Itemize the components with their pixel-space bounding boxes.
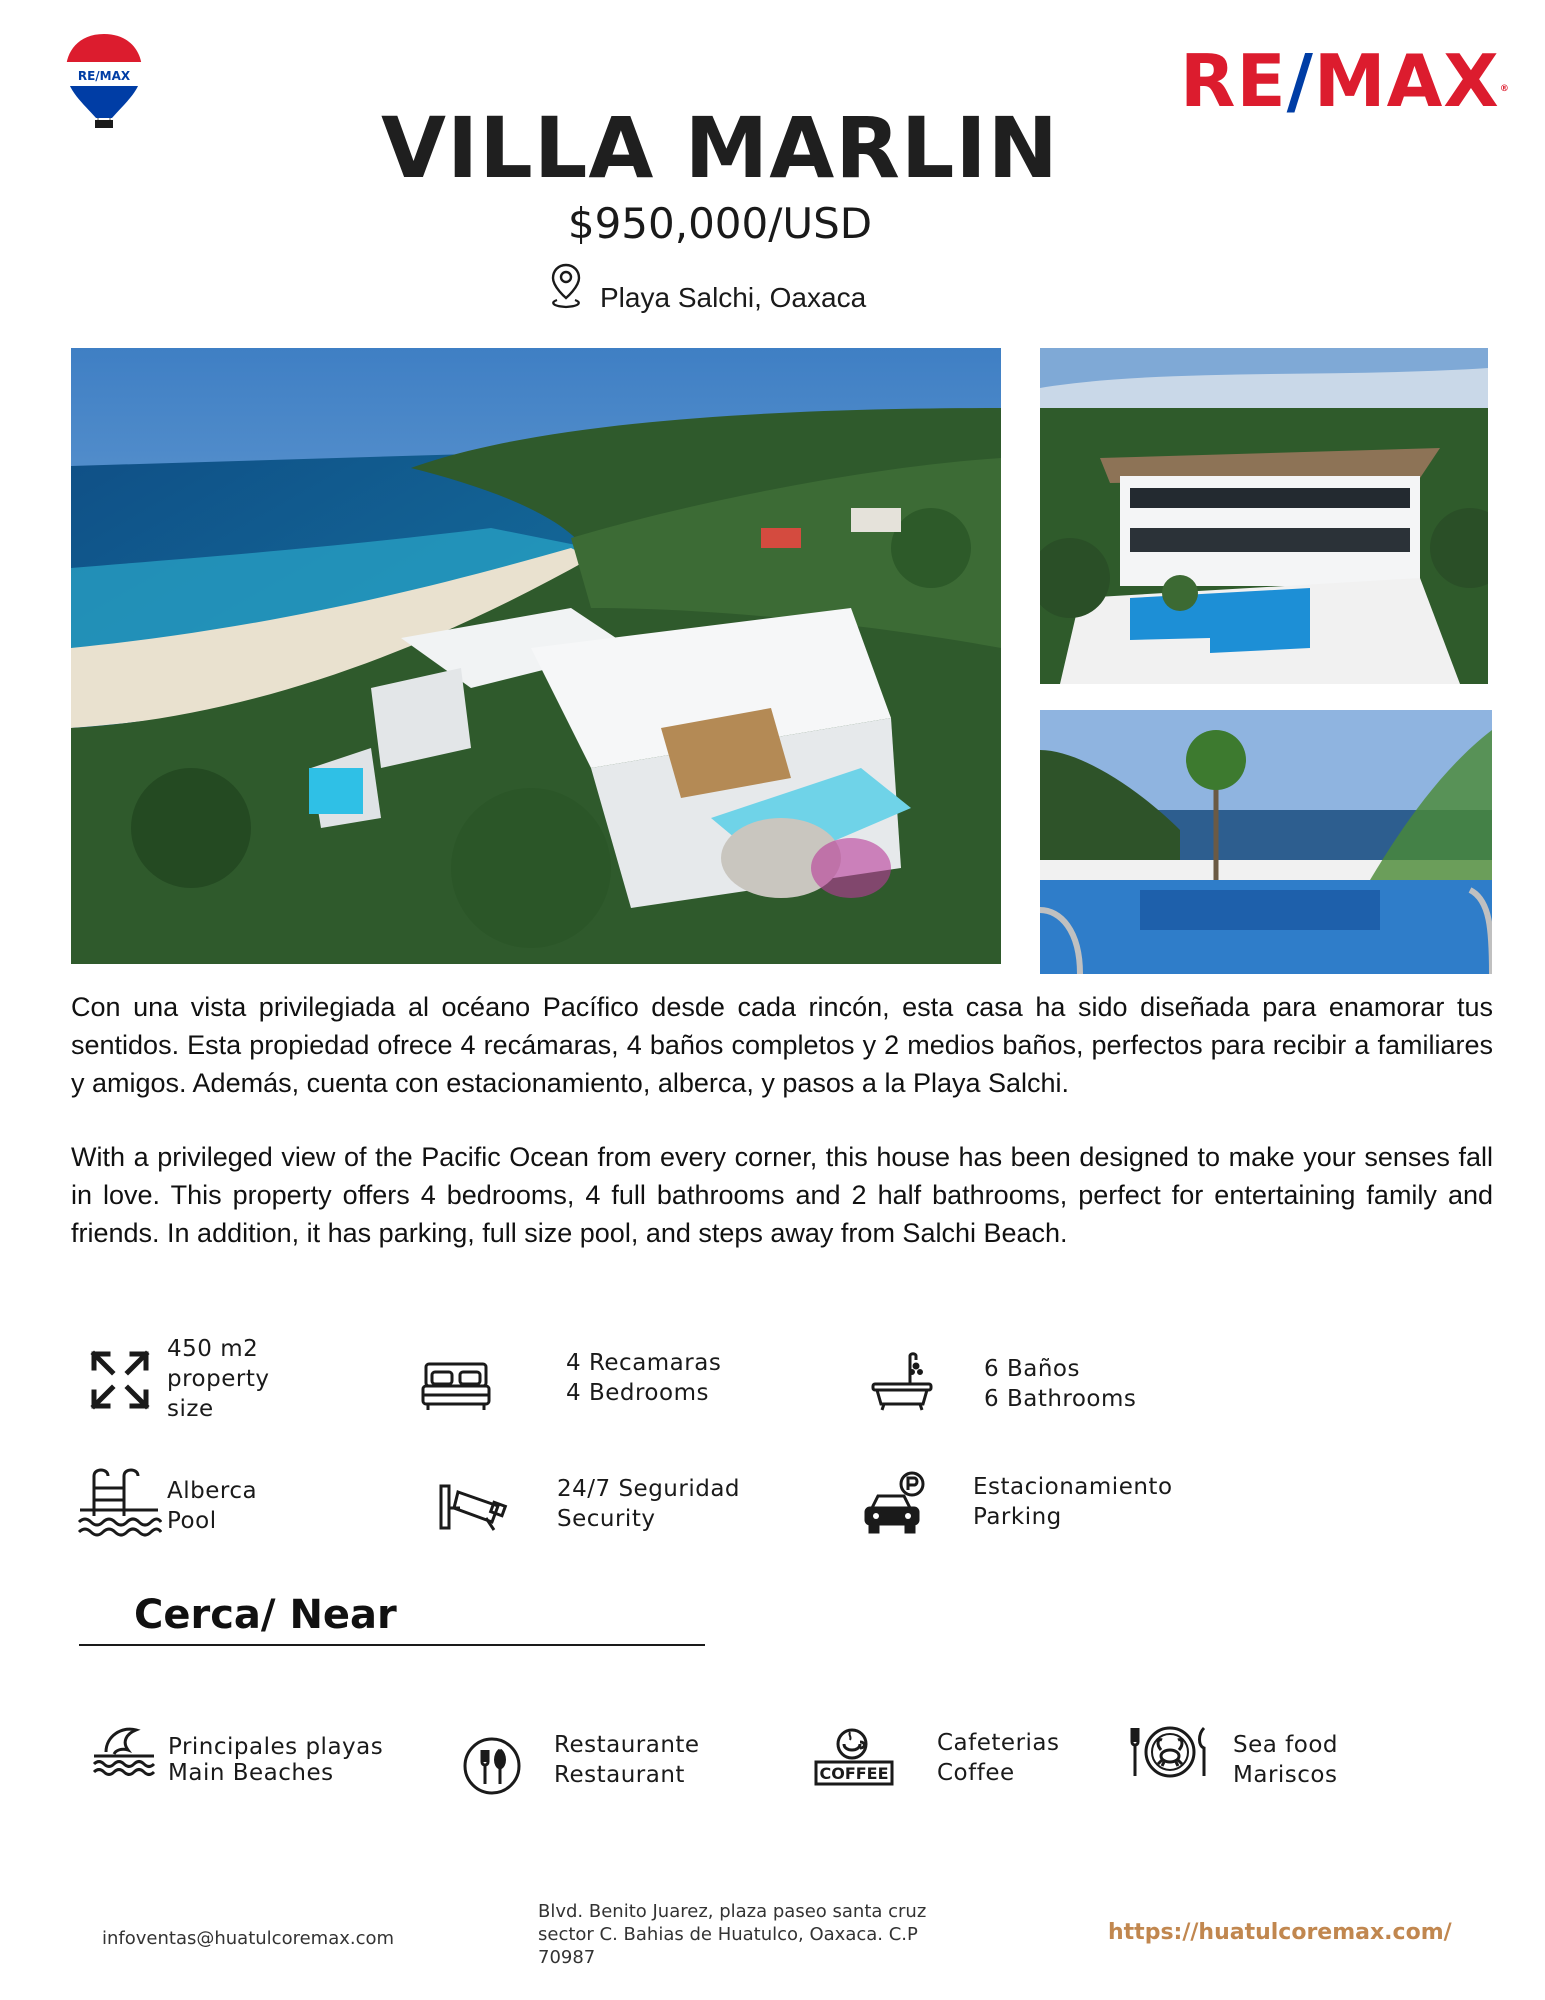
car-parking-icon [862,1470,928,1540]
near-coffee-line2: Coffee [937,1760,1015,1786]
wave-beach-icon [92,1722,156,1778]
security-camera-icon [438,1478,508,1534]
feature-security [557,1474,740,1534]
near-section-title: Cerca/ Near [134,1592,397,1638]
near-restaurant-line1: Restaurante [554,1732,700,1758]
feature-pool [167,1476,257,1536]
map-pin-icon [549,262,583,310]
bathtub-icon [870,1350,934,1414]
feature-security-line2: Security [557,1506,656,1532]
feature-bedrooms-line2: 4 Bedrooms [566,1380,709,1406]
coffee-cup-icon [814,1724,896,1788]
footer-address-line2: sector C. Bahias de Huatulco, Oaxaca. C.P [538,1924,918,1945]
property-title: VILLA MARLIN [381,99,1059,197]
fork-knife-icon [462,1736,522,1796]
brand-re: RE [1180,39,1287,123]
pool-ladder-icon [76,1466,162,1542]
near-beaches [168,1734,383,1786]
near-seafood-line1: Sea food [1233,1732,1338,1758]
footer-address-line1: Blvd. Benito Juarez, plaza paseo santa cruz [538,1901,927,1922]
feature-bathrooms [984,1354,1136,1414]
near-section-divider [79,1644,705,1646]
description-spanish: Con una vista privilegiada al océano Pacífico desde cada rincón, esta casa ha sido diseñada para enamorar tus sentidos. Esta propiedad ofrece 4 recámaras, 4 baños completos y 2 medios baños, perfectos para recibir a familiares y amigos. Además, cuenta con estacionamiento, alberca, y pasos a la Playa Salchi. [71,992,1493,1098]
bed-icon [420,1352,492,1416]
near-beaches-line1: Principales playas [168,1734,384,1760]
near-coffee [937,1728,1060,1788]
remax-balloon-logo [62,30,146,138]
feature-parking-line2: Parking [973,1504,1062,1530]
balloon-text: RE/MAX [77,69,131,83]
aerial-view-photo [71,348,1001,964]
feature-parking-line1: Estacionamiento [973,1474,1173,1500]
feature-bedrooms-line1: 4 Recamaras [566,1350,722,1376]
remax-brand-logo [1180,39,1510,123]
feature-bedrooms [566,1348,721,1408]
near-restaurant [554,1730,700,1790]
feature-size-line2: property [167,1366,270,1392]
feature-bathrooms-line1: 6 Baños [984,1356,1080,1382]
feature-size-line1: 450 m2 [167,1336,259,1362]
near-coffee-line1: Cafeterias [937,1730,1060,1756]
coffee-badge-text: COFFEE [819,1764,889,1783]
brand-max: MAX [1313,39,1500,123]
feature-security-line1: 24/7 Seguridad [557,1476,741,1502]
footer-address-line3: 70987 [538,1947,596,1968]
near-seafood-line2: Mariscos [1233,1762,1338,1788]
crab-plate-icon [1128,1722,1212,1782]
property-price: $950,000/USD [567,199,873,248]
description-english: With a privileged view of the Pacific Ocean from every corner, this house has been designed to make your senses fall in love. This property offers 4 bedrooms, 4 full bathrooms and 2 half bathrooms, perfect for entertaining family and friends. In addition, it has parking, full size pool, and steps away from Salchi Beach. [71,1142,1493,1248]
brand-registered-mark: ® [1499,84,1510,94]
feature-size-line3: size [167,1396,214,1422]
feature-size [167,1334,269,1424]
property-location: Playa Salchi, Oaxaca [600,282,867,313]
pool-ocean-photo [1040,710,1492,974]
footer-website-link[interactable]: https://huatulcoremax.com/ [1108,1920,1452,1945]
near-beaches-line2: Main Beaches [168,1760,334,1786]
near-restaurant-line2: Restaurant [554,1762,685,1788]
footer-email[interactable]: infoventas@huatulcoremax.com [102,1928,395,1949]
expand-arrows-icon [88,1348,152,1412]
feature-pool-line1: Alberca [167,1478,258,1504]
feature-pool-line2: Pool [167,1508,217,1534]
footer-address [538,1900,926,1969]
feature-parking [973,1472,1173,1532]
feature-bathrooms-line2: 6 Bathrooms [984,1386,1137,1412]
brand-slash: / [1286,39,1314,123]
near-seafood [1233,1730,1338,1790]
villa-pool-photo [1040,348,1488,684]
